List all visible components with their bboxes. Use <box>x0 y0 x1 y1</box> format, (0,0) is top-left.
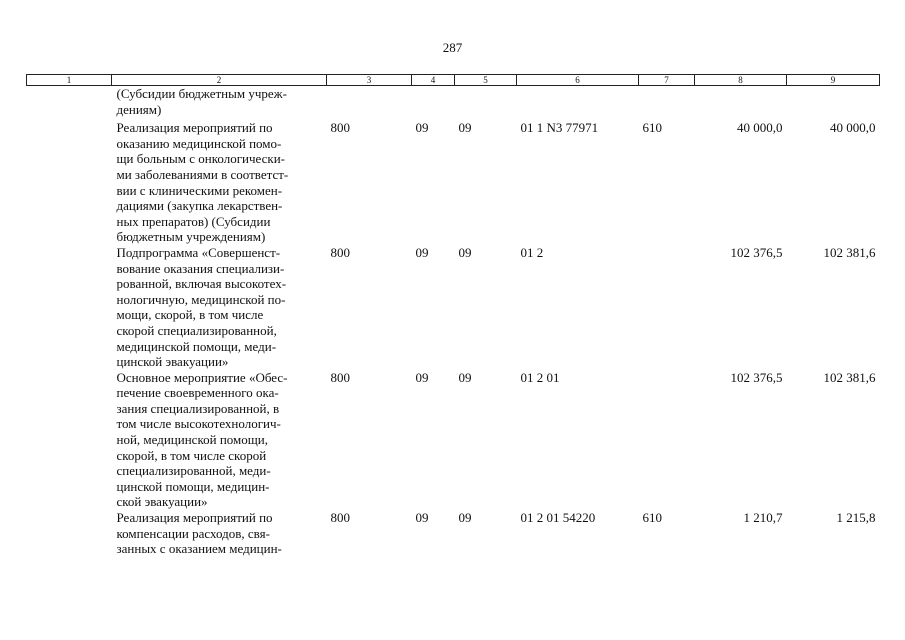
subsection-code-cell: 09 <box>458 369 472 385</box>
expense-type-cell <box>639 86 695 118</box>
row-number-cell <box>27 370 112 510</box>
target-article-cell: 01 2 01 54220 <box>520 510 596 526</box>
name-line: зания специализированной, в <box>116 400 280 416</box>
section-code-cell: 09 <box>415 244 429 260</box>
header-cell-4: 4 <box>412 75 455 86</box>
name-line: скорой специализированной, <box>116 322 277 338</box>
amount-cell-col9: 102 381,6 <box>823 369 876 385</box>
name-line: дениям) <box>116 101 162 117</box>
row-name-cell <box>112 245 327 370</box>
row-name-cell <box>112 86 327 118</box>
amount-cell-col8 <box>695 86 787 118</box>
name-line: Реализация мероприятий по <box>116 510 273 526</box>
name-line: ми заболеваниями в соответст- <box>116 166 289 182</box>
section-code-cell: 09 <box>415 120 429 136</box>
amount-cell-col9 <box>787 86 880 118</box>
amount-cell-col9: 1 215,8 <box>836 510 876 526</box>
name-line: печение своевременного ока- <box>116 385 279 401</box>
expense-type-cell <box>639 370 695 510</box>
header-cell-3: 3 <box>327 75 412 86</box>
name-line: вии с клиническими рекомен- <box>116 182 283 198</box>
budget-table <box>26 74 880 557</box>
row-number-cell <box>27 120 112 245</box>
page-number: 287 <box>442 40 463 55</box>
row-name-cell <box>112 510 327 557</box>
expense-type-cell: 610 <box>642 120 662 136</box>
name-line: цинской эвакуации» <box>116 354 229 370</box>
target-article-cell: 01 1 N3 77971 <box>520 120 599 136</box>
name-line: ной, медицинской помощи, <box>116 432 268 448</box>
name-line: бюджетным учреждениям) <box>116 229 266 245</box>
section-code-cell: 09 <box>415 510 429 526</box>
table-row <box>27 370 880 510</box>
ministry-code-cell <box>327 86 412 118</box>
header-cell-7: 7 <box>639 75 695 86</box>
name-line: ных препаратов) (Субсидии <box>116 213 271 229</box>
column-number-header-row <box>27 75 880 86</box>
section-code-cell: 09 <box>415 369 429 385</box>
amount-cell-col9: 102 381,6 <box>823 244 876 260</box>
name-line: Основное мероприятие «Обес- <box>116 369 288 385</box>
row-number-cell <box>27 245 112 370</box>
header-cell-8: 8 <box>695 75 787 86</box>
subsection-code-cell <box>455 86 517 118</box>
expense-type-cell <box>639 245 695 370</box>
row-name-cell <box>112 370 327 510</box>
target-article-cell: 01 2 01 <box>520 369 560 385</box>
name-line: компенсации расходов, свя- <box>116 525 270 541</box>
table-row <box>27 86 880 118</box>
header-cell-5: 5 <box>455 75 517 86</box>
name-line: нологичную, медицинской по- <box>116 291 286 307</box>
section-code-cell <box>412 86 455 118</box>
name-line: вование оказания специализи- <box>116 260 285 276</box>
row-number-cell <box>27 510 112 557</box>
amount-cell-col8: 1 210,7 <box>743 510 783 526</box>
ministry-code-cell: 800 <box>330 369 350 385</box>
table-row <box>27 245 880 370</box>
name-line: дациями (закупка лекарствен- <box>116 198 283 214</box>
name-line: (Субсидии бюджетным учреж- <box>116 86 287 101</box>
table-row <box>27 510 880 557</box>
header-cell-6: 6 <box>517 75 639 86</box>
name-line: занных с оказанием медицин- <box>116 541 282 557</box>
ministry-code-cell: 800 <box>330 120 350 136</box>
subsection-code-cell: 09 <box>458 120 472 136</box>
name-line: том числе высокотехнологич- <box>116 416 281 432</box>
subsection-code-cell: 09 <box>458 244 472 260</box>
name-line: цинской помощи, медицин- <box>116 478 270 494</box>
amount-cell-col9: 40 000,0 <box>830 120 876 136</box>
name-line: Реализация мероприятий по <box>116 120 273 136</box>
header-cell-9: 9 <box>787 75 880 86</box>
expense-type-cell: 610 <box>642 510 662 526</box>
header-cell-1: 1 <box>27 75 112 86</box>
ministry-code-cell: 800 <box>330 510 350 526</box>
name-line: скорой, в том числе скорой <box>116 447 267 463</box>
subsection-code-cell: 09 <box>458 510 472 526</box>
target-article-cell <box>517 86 639 118</box>
amount-cell-col8: 102 376,5 <box>730 369 783 385</box>
name-line: специализированной, меди- <box>116 463 271 479</box>
row-name-cell <box>112 120 327 245</box>
name-line: медицинской помощи, меди- <box>116 338 277 354</box>
name-line: оказанию медицинской помо- <box>116 135 282 151</box>
name-line: ской эвакуации» <box>116 494 208 510</box>
name-line: щи больным с онкологически- <box>116 151 285 167</box>
amount-cell-col8: 40 000,0 <box>737 120 783 136</box>
ministry-code-cell: 800 <box>330 244 350 260</box>
target-article-cell: 01 2 <box>520 244 544 260</box>
header-cell-2: 2 <box>112 75 327 86</box>
amount-cell-col8: 102 376,5 <box>730 244 783 260</box>
name-line: рованной, включая высокотех- <box>116 276 287 292</box>
name-line: мощи, скорой, в том числе <box>116 307 264 323</box>
name-line: Подпрограмма «Совершенст- <box>116 244 281 260</box>
table-row <box>27 120 880 245</box>
row-number-cell <box>27 86 112 118</box>
